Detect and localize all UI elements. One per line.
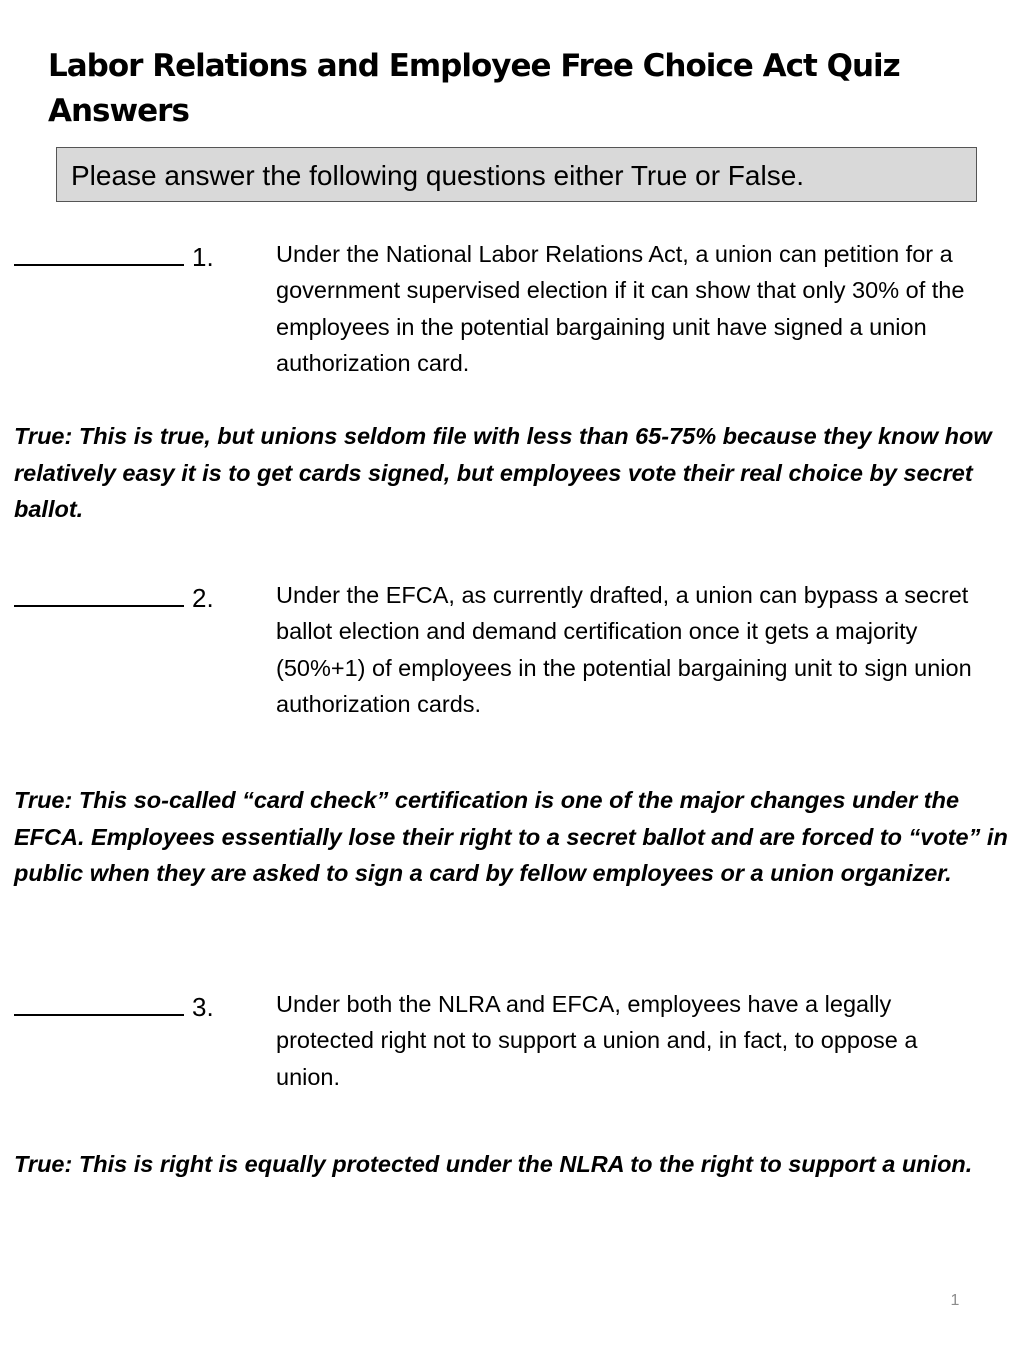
answer-blank-1[interactable]: [14, 238, 214, 275]
question-number: 1.: [192, 242, 214, 272]
blank-line: [14, 238, 184, 266]
answer-blank-2[interactable]: [14, 579, 214, 616]
question-number: 2.: [192, 583, 214, 613]
blank-line: [14, 579, 184, 607]
blank-line: [14, 988, 184, 1016]
answer-text-2: True: This so-called “card check” certification is one of the major changes under the EFCA. Employees essentially lose their right to a secret ballot and are forced to “vote” in public when they are asked to sign a card by fellow employees or a union organizer.: [14, 787, 1008, 887]
question-number: 3.: [192, 992, 214, 1022]
instruction-box: Please answer the following questions either True or False.: [56, 147, 977, 202]
page-number: 1: [950, 1292, 960, 1309]
page-title: Labor Relations and Employee Free Choice Act Quiz Answers: [48, 48, 900, 129]
question-text-3: Under both the NLRA and EFCA, employees have a legally protected right not to support a union and, in fact, to oppose a union.: [276, 991, 918, 1090]
question-text-2: Under the EFCA, as currently drafted, a union can bypass a secret ballot election and demand certification once it gets a majority (50%+1) of employees in the potential bargaining unit to sign union authorization cards.: [276, 582, 972, 717]
answer-text-3: True: This is right is equally protected under the NLRA to the right to support a union.: [14, 1151, 973, 1177]
answer-blank-3[interactable]: [14, 988, 214, 1025]
answer-text-1: True: This is true, but unions seldom file with less than 65-75% because they know how relatively easy it is to get cards signed, but employees vote their real choice by secret ballot.: [14, 423, 992, 523]
question-text-1: Under the National Labor Relations Act, a union can petition for a government supervised election if it can show that only 30% of the employees in the potential bargaining unit have signed a union authorization card.: [276, 241, 965, 376]
